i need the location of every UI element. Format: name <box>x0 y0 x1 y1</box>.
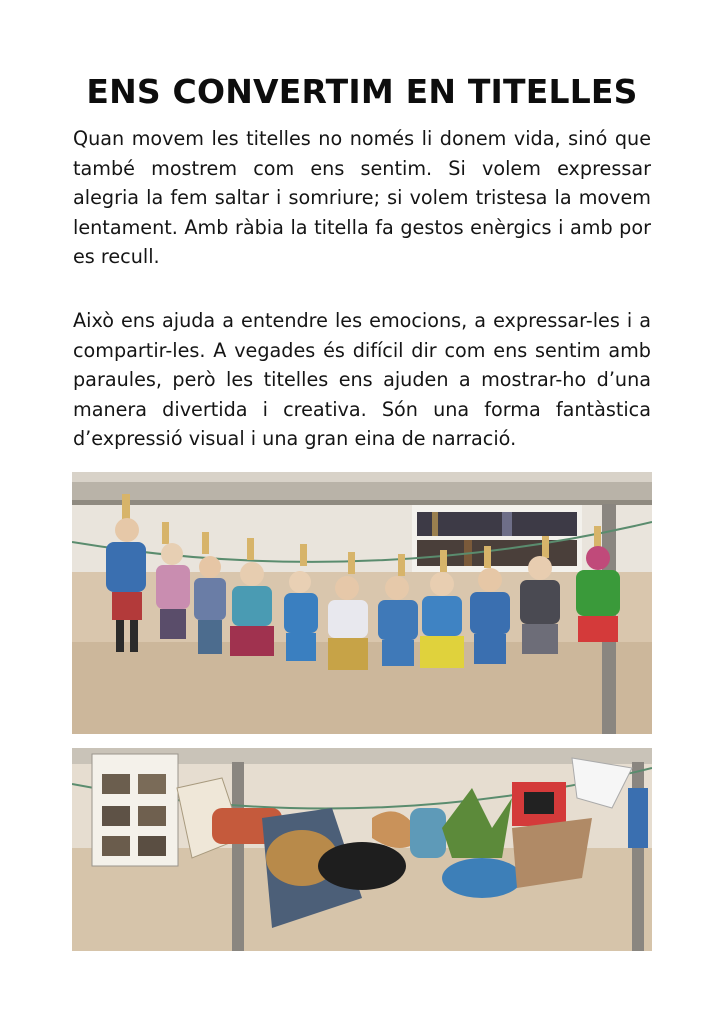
photo-objects-on-string <box>72 748 652 951</box>
paragraph-2: Això ens ajuda a entendre les emocions, a expressar-les i a compartir-les. A vegades és difícil dir com ens sentim amb paraules, però les titelles ens ajuden a mostrar-ho d’una manera divertida i creativa. Són una forma fantàstica d’expressió visual i una gran eina de narració. <box>73 309 651 451</box>
photo-puppets-on-string <box>72 472 652 734</box>
page-title: ENS CONVERTIM EN TITELLES <box>86 72 638 111</box>
paragraph-1: Quan movem les titelles no només li donem vida, sinó que també mostrem com ens sentim. Si volem expressar alegria la fem saltar i somriure; si volem tristesa la movem lentament. Amb ràbia la titella fa gestos enèrgics i amb por es recull. <box>73 127 651 269</box>
